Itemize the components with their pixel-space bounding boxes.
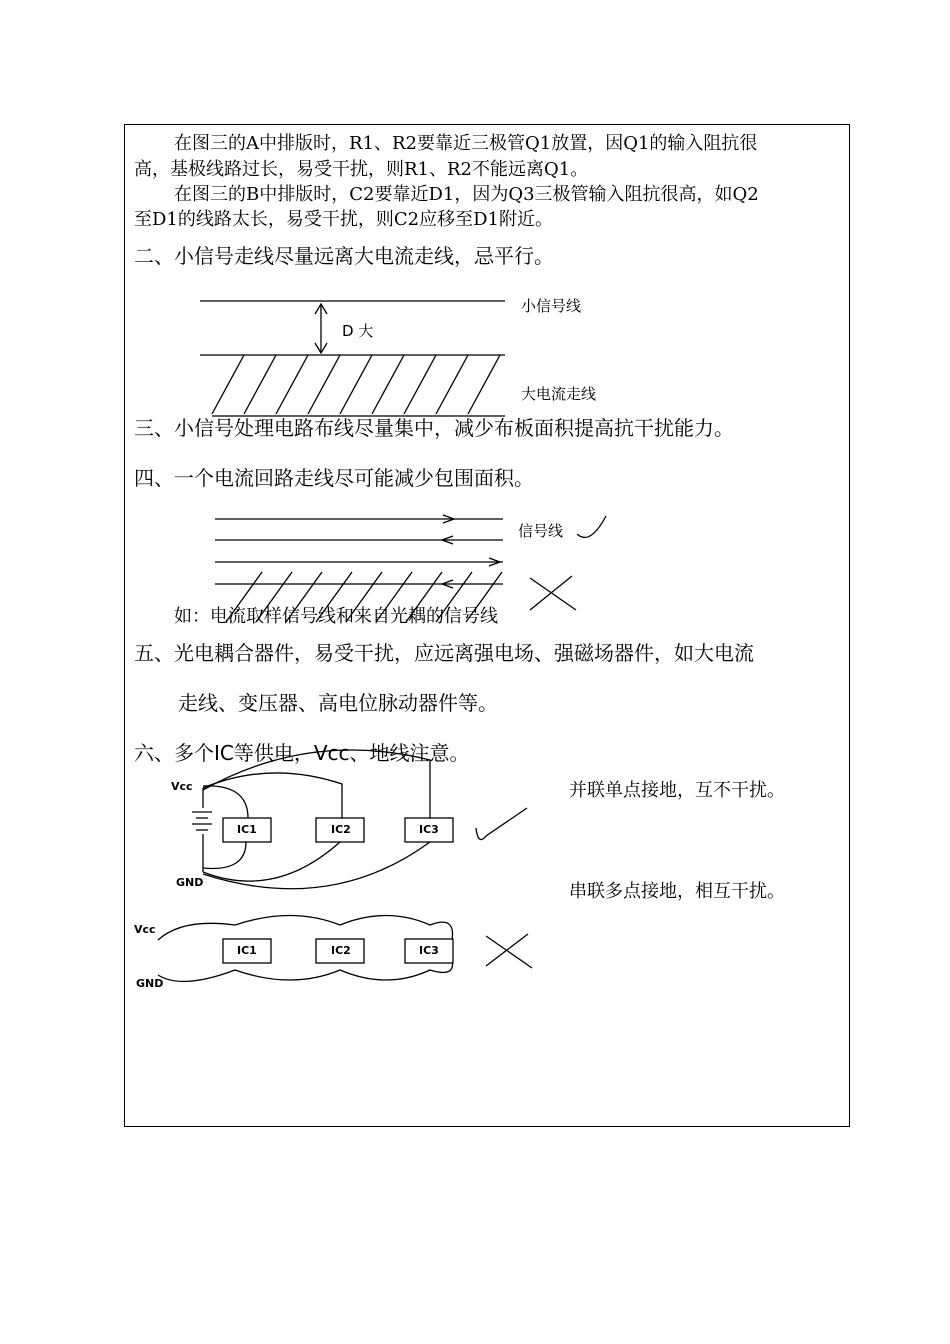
section-6-heading: 六、多个IC等供电，Vcc、地线注意。 bbox=[134, 741, 470, 765]
ic1-label: IC1 bbox=[237, 823, 257, 836]
section-4-heading: 四、一个电流回路走线尽可能减少包围面积。 bbox=[134, 466, 534, 490]
parallel-vcc-label: Vcc bbox=[171, 780, 193, 793]
parallel-gnd-label: GND bbox=[176, 876, 204, 889]
series-gnd-label: GND bbox=[136, 977, 164, 990]
section-2-heading: 二、小信号走线尽量远离大电流走线，忌平行。 bbox=[134, 244, 554, 268]
large-current-label: 大电流走线 bbox=[521, 385, 597, 403]
series-ic1-label: IC1 bbox=[237, 944, 257, 957]
section-5-heading-line-2: 走线、变压器、高电位脉动器件等。 bbox=[178, 691, 498, 715]
ic3-label: IC3 bbox=[419, 823, 439, 836]
paragraph-2-line-2: 至D1的线路太长，易受干扰，则C2应移至D1附近。 bbox=[134, 209, 553, 230]
checkmark-icon bbox=[476, 808, 527, 840]
parallel-note: 并联单点接地，互不干扰。 bbox=[569, 780, 785, 801]
small-signal-label: 小信号线 bbox=[521, 297, 582, 315]
series-ic2-label: IC2 bbox=[331, 944, 351, 957]
example-caption: 如：电流取样信号线和来自光耦的信号线 bbox=[174, 606, 498, 627]
signal-line-label: 信号线 bbox=[518, 522, 564, 540]
series-vcc-label: Vcc bbox=[134, 923, 156, 936]
series-ic3-label: IC3 bbox=[419, 944, 439, 957]
distance-label: D 大 bbox=[342, 322, 374, 340]
section-5-heading-line-1: 五、光电耦合器件，易受干扰，应远离强电场、强磁场器件，如大电流 bbox=[134, 641, 754, 665]
paragraph-2-line-1: 在图三的B中排版时，C2要靠近D1，因为Q3三极管输入阻抗很高，如Q2 bbox=[174, 184, 759, 205]
paragraph-1-line-2: 高，基极线路过长，易受干扰，则R1、R2不能远离Q1。 bbox=[134, 159, 589, 180]
cross-icon bbox=[486, 936, 532, 968]
series-note: 串联多点接地，相互干扰。 bbox=[569, 881, 785, 902]
paragraph-1-line-1: 在图三的A中排版时，R1、R2要靠近三极管Q1放置，因Q1的输入阻抗很 bbox=[174, 133, 758, 154]
ic2-label: IC2 bbox=[331, 823, 351, 836]
section-3-heading: 三、小信号处理电路布线尽量集中，减少布板面积提高抗干扰能力。 bbox=[134, 416, 734, 440]
